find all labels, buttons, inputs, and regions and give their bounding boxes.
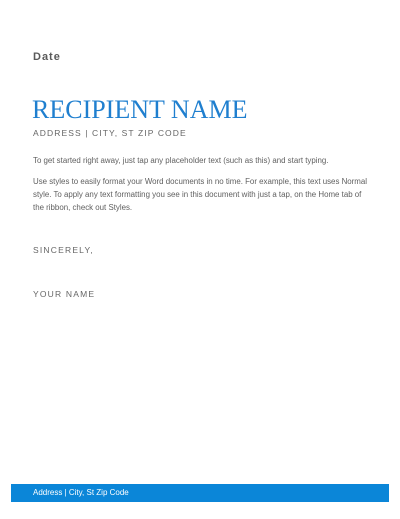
recipient-address[interactable]: ADDRESS | CITY, ST ZIP CODE — [33, 128, 187, 138]
footer-address[interactable]: Address | City, St Zip Code — [33, 488, 129, 497]
letter-body — [33, 154, 373, 222]
footer-bar — [11, 484, 389, 502]
body-paragraph-1[interactable]: To get started right away, just tap any placeholder text (such as this) and start typing. — [33, 156, 329, 165]
body-paragraph-2[interactable]: Use styles to easily format your Word documents in no time. For example, this text uses Normal style. To apply any text formatting you see in this document with just a tap, on the Home tab of the ribbon, check out Styles. — [33, 177, 368, 212]
recipient-name[interactable]: RECIPIENT NAME — [32, 95, 248, 124]
signer-name[interactable]: YOUR NAME — [33, 289, 96, 299]
date-field[interactable]: Date — [33, 51, 61, 63]
closing-text[interactable]: SINCERELY, — [33, 245, 94, 255]
